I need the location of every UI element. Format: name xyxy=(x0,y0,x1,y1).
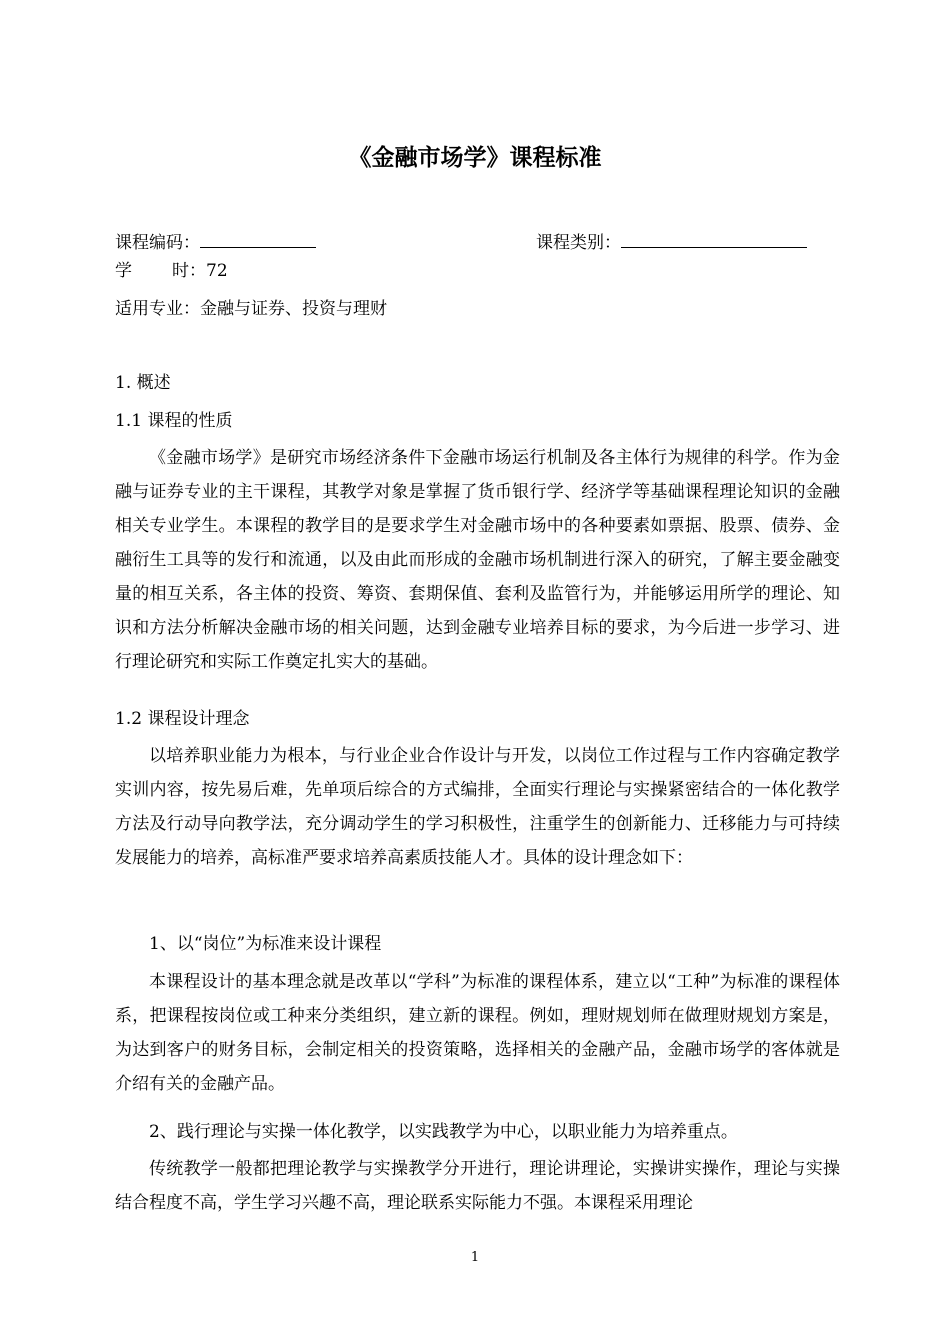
major-label: 适用专业： xyxy=(115,299,200,319)
page-number: 1 xyxy=(470,1250,480,1265)
point-2-paragraph: 传统教学一般都把理论教学与实操教学分开进行，理论讲理论，实操讲实操作，理论与实操结合程度不高，学生学习兴趣不高，理论联系实际能力不强。本课程采用理论 xyxy=(115,1159,840,1213)
course-code-label: 课程编码： xyxy=(115,233,200,253)
hours-row xyxy=(115,258,228,284)
section-1-2-heading: 1.2 课程设计理念 xyxy=(115,709,250,729)
section-1-1-paragraph: 《金融市场学》是研究市场经济条件下金融市场运行机制及各主体行为规律的科学。作为金融与证券专业的主干课程，其教学对象是掌握了货币银行学、经济学等基础课程理论知识的金融相关专业学生。本课程的教学目的是要求学生对金融市场中的各种要素如票据、股票、债券、金融衍生工具等的发行和流通，以及由此而形成的金融市场机制进行深入的研究，了解主要金融变量的相互关系，各主体的投资、筹资、套期保值、套利及监管行为，并能够运用所学的理论、知识和方法分析解决金融市场的相关问题，达到金融专业培养目标的要求，为今后进一步学习、进行理论研究和实际工作奠定扎实大的基础。 xyxy=(115,448,840,672)
major-row xyxy=(115,296,387,322)
hours-label-part1: 学 xyxy=(115,261,132,281)
section-1-2-paragraph: 以培养职业能力为根本，与行业企业合作设计与开发，以岗位工作过程与工作内容确定教学实训内容，按先易后难，先单项后综合的方式编排，全面实行理论与实操紧密结合的一体化教学方法及行动导向教学法，充分调动学生的学习积极性，注重学生的创新能力、迁移能力与可持续发展能力的培养，高标准严要求培养高素质技能人才。具体的设计理念如下： xyxy=(115,746,840,868)
hours-value: 72 xyxy=(206,261,228,281)
section-1-1-heading: 1.1 课程的性质 xyxy=(115,411,233,431)
course-type-blank xyxy=(621,227,807,248)
course-type-row xyxy=(536,227,807,256)
point-1-paragraph: 本课程设计的基本理念就是改革以“学科”为标准的课程体系，建立以“工种”为标准的课程体系，把课程按岗位或工种来分类组织，建立新的课程。例如，理财规划师在做理财规划方案是，为达到客户的财务目标，会制定相关的投资策略，选择相关的金融产品，金融市场学的客体就是介绍有关的金融产品。 xyxy=(115,972,840,1094)
course-type-label: 课程类别： xyxy=(536,233,621,253)
point-2-heading: 2、践行理论与实操一体化教学，以实践教学为中心，以职业能力为培养重点。 xyxy=(149,1122,738,1142)
page-title: 《金融市场学》课程标准 xyxy=(348,145,602,171)
course-code-row xyxy=(115,227,316,256)
hours-label-part2: 时： xyxy=(172,261,206,281)
major-value: 金融与证券、投资与理财 xyxy=(200,299,387,319)
course-code-blank xyxy=(200,227,316,248)
point-1-heading: 1、以“岗位”为标准来设计课程 xyxy=(149,934,382,954)
section-1-heading: 1. 概述 xyxy=(115,373,171,393)
